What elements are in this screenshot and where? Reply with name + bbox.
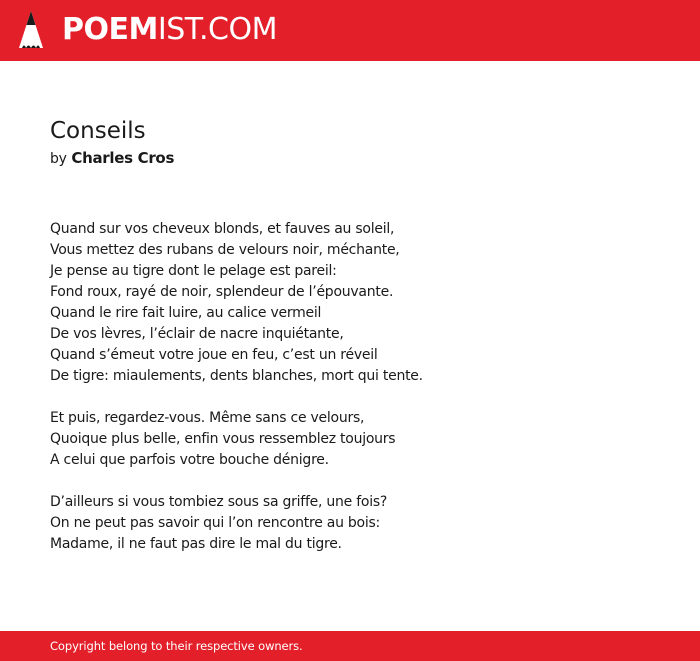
poem-body [50, 219, 670, 555]
site-logo-link[interactable] [62, 12, 277, 48]
poem-title: Conseils [50, 118, 146, 144]
pencil-icon[interactable] [18, 10, 44, 52]
poem-line: Je pense au tigre dont le pelage est pareil: [50, 263, 337, 279]
stanza-1 [50, 219, 670, 387]
poem-line: Quand sur vos cheveux blonds, et fauves au soleil, [50, 221, 395, 237]
poem-line: D’ailleurs si vous tombiez sous sa griffe, une fois? [50, 494, 388, 510]
poem-line: Quand s’émeut votre joue en feu, c’est un réveil [50, 347, 378, 363]
poem-line: Et puis, regardez-vous. Même sans ce velours, [50, 410, 365, 426]
poem-line: De vos lèvres, l’éclair de nacre inquiétante, [50, 326, 344, 342]
poem-line: Quoique plus belle, enfin vous ressemblez toujours [50, 431, 396, 447]
poem-line: Quand le rire fait luire, au calice vermeil [50, 305, 322, 321]
poem-line: De tigre: miaulements, dents blanches, mort qui tente. [50, 368, 423, 384]
by-label: by [50, 151, 67, 167]
copyright-text: Copyright belong to their respective owners. [50, 639, 303, 653]
poem-content [50, 116, 670, 576]
logo-text-bold: POEM [62, 12, 158, 47]
poem-line: A celui que parfois votre bouche dénigre. [50, 452, 329, 468]
site-footer [0, 631, 700, 661]
poem-line: Vous mettez des rubans de velours noir, méchante, [50, 242, 400, 258]
logo-text-light: IST.COM [157, 12, 277, 47]
stanza-2 [50, 408, 670, 471]
stanza-3 [50, 492, 670, 555]
site-header [0, 0, 700, 61]
byline [50, 148, 670, 169]
poem-line: Fond roux, rayé de noir, splendeur de l’épouvante. [50, 284, 394, 300]
author-name: Charles Cros [71, 149, 175, 167]
poem-line: Madame, il ne faut pas dire le mal du tigre. [50, 536, 342, 552]
poem-line: On ne peut pas savoir qui l’on rencontre au bois: [50, 515, 381, 531]
